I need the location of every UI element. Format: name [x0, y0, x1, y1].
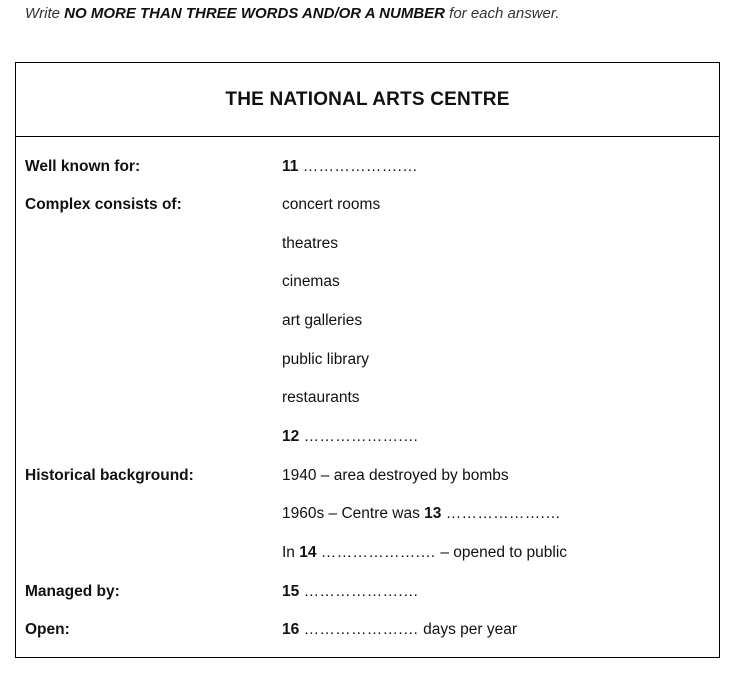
question-14 [282, 543, 567, 563]
historical-line-2-prefix: 1960s – Centre was [282, 505, 425, 522]
complex-label: Complex consists of: [25, 196, 182, 213]
complex-item: theatres [282, 235, 339, 252]
title-row [16, 63, 719, 137]
open-suffix: days per year [418, 621, 517, 638]
complex-item: cinemas [282, 273, 340, 290]
question-13-number: 13 [424, 505, 442, 522]
managed-label: Managed by: [25, 583, 120, 600]
row-complex-item [16, 234, 719, 254]
complex-item: art galleries [282, 312, 363, 329]
question-15 [282, 582, 419, 602]
question-15-number: 15 [282, 583, 300, 600]
table-title: THE NATIONAL ARTS CENTRE [225, 88, 510, 110]
question-12-number: 12 [282, 428, 300, 445]
question-16-number: 16 [282, 621, 300, 638]
open-label: Open: [25, 621, 70, 638]
historical-line-3-prefix: In [282, 544, 300, 561]
answer-blank-14[interactable]: ……………….… [320, 544, 437, 561]
answer-blank-15[interactable]: ……………….… [303, 583, 419, 600]
well-known-label: Well known for: [25, 158, 141, 175]
answer-blank-11[interactable]: ……………….… [302, 158, 418, 175]
question-12 [282, 427, 419, 447]
answer-blank-16[interactable]: ……………….… [303, 621, 419, 638]
row-historical [16, 466, 719, 486]
answer-blank-12[interactable]: ……………….… [303, 428, 419, 445]
instruction-suffix: for each answer. [445, 5, 560, 22]
row-managed [16, 582, 719, 602]
question-13 [282, 504, 561, 524]
answer-blank-13[interactable]: ……………….… [445, 505, 561, 522]
row-complex-item [16, 388, 719, 408]
instruction-emphasis: NO MORE THAN THREE WORDS AND/OR A NUMBER [64, 5, 445, 22]
complex-item: public library [282, 351, 370, 368]
row-historical-3 [16, 543, 719, 563]
complex-item: restaurants [282, 389, 360, 406]
question-11 [282, 157, 418, 177]
question-14-number: 14 [299, 544, 317, 561]
historical-line-3-suffix: – opened to public [436, 544, 568, 561]
row-historical-2 [16, 504, 719, 524]
row-complex-item [16, 350, 719, 370]
row-well-known [16, 157, 719, 177]
question-11-number: 11 [282, 158, 299, 175]
historical-line-1: 1940 – area destroyed by bombs [282, 467, 509, 484]
row-complex-item [16, 311, 719, 331]
row-complex-item [16, 272, 719, 292]
notes-table [15, 62, 720, 658]
row-open [16, 620, 719, 640]
question-16 [282, 620, 517, 640]
instruction-text [25, 5, 560, 22]
historical-label: Historical background: [25, 467, 194, 484]
row-complex [16, 195, 719, 215]
instruction-prefix: Write [25, 5, 65, 22]
complex-item: concert rooms [282, 196, 381, 213]
row-question-12 [16, 427, 719, 447]
